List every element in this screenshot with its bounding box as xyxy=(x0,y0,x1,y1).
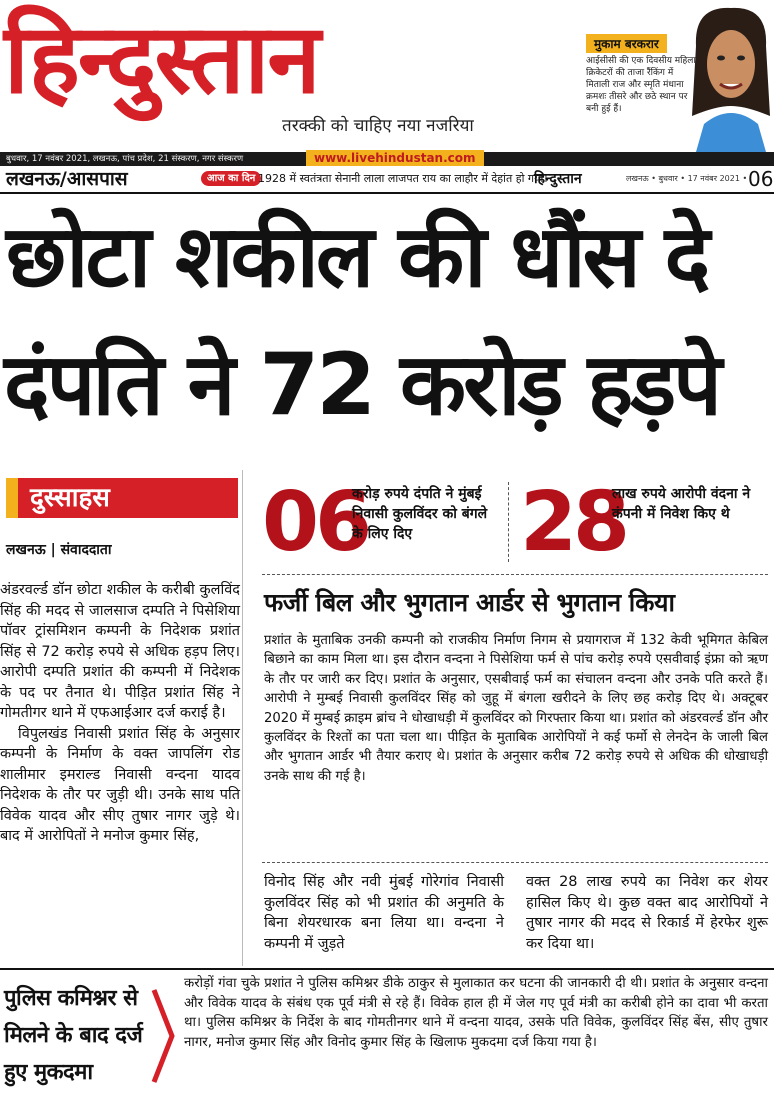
left-paragraph-1: अंडरवर्ल्ड डॉन छोटा शकील के करीबी कुलविंद सिंह की मदद से जालसाज दम्पति ने पिसेशिया पॉवर ट्रांसमिशन कम्पनी के निदेशक प्रशांत सिंह से 72 करोड़ रुपये से अधिक हड़प लिए। आरोपी दम्पति प्रशांत की कम्पनी में निदेशक के पद पर तैनात थे। पीड़ित प्रशांत सिंह ने गोमतीगर थाने में एफआईआर दर्ज कराई है। xyxy=(0,582,240,721)
left-column xyxy=(0,580,240,847)
promo-label: मुकाम बरकरार xyxy=(586,34,667,53)
headline-line-1: छोटा शकील की धौंस दे xyxy=(6,207,708,307)
edition-date: बुधवार, 17 नवंबर 2021, लखनऊ, पांच प्रदेश, 21 संस्करण, नगर संस्करण xyxy=(6,154,244,164)
bottom-divider xyxy=(0,968,774,970)
section-name: लखनऊ/आसपास xyxy=(6,168,128,190)
cricketer-caricature-image xyxy=(686,6,774,152)
chevron-right-icon xyxy=(150,986,176,1086)
section-bar xyxy=(0,166,774,194)
headline-line-2: दंपति ने 72 करोड़ हड़पे xyxy=(4,335,720,435)
promo-box[interactable] xyxy=(556,28,774,152)
website-link[interactable]: www.livehindustan.com xyxy=(306,150,484,166)
stat-text-2: लाख रुपये आरोपी वंदना ने कंपनी में निवेश किए थे xyxy=(612,486,751,522)
stat-number-2: 28 xyxy=(520,475,627,570)
stat-text-1: करोड़ रुपये दंपति ने मुंबई निवासी कुलविंदर को बंगले के लिए दिए xyxy=(352,486,488,542)
dashed-rule xyxy=(262,862,768,863)
aaj-ka-din-text: 1928 में स्वतंत्रता सेनानी लाला लाजपत राय का लाहौर में देहांत हो गया। xyxy=(258,172,548,185)
middle-column-text: विनोद सिंह और नवी मुंबई गोरेगांव निवासी कुलविंदर सिंह को भी प्रशांत की अनुमति के बिना शेयरधारक बना लिया था। वन्दना ने कम्पनी में जुड़ते xyxy=(264,874,504,952)
right-column-text: वक्त 28 लाख रुपये का निवेश कर शेयर हासिल किए थे। कुछ वक्त बाद आरोपियों ने तुषार नागर की मदद से रिकार्ड में हेरफेर शुरू कर दिया था। xyxy=(526,874,768,952)
page-number: 06 xyxy=(748,167,774,191)
stat-divider xyxy=(508,482,509,562)
section-brand: हिन्दुस्तान xyxy=(534,171,582,187)
bottom-body-text: करोड़ों गंवा चुके प्रशांत ने पुलिस कमिश्नर डीके ठाकुर से मुलाकात कर घटना की जानकारी दी थी। प्रशांत के अनुसार वन्दना और विवेक यादव के संबंध एक पूर्व मंत्री से रहे हैं। विवेक हाल ही में जेल गए पूर्व मंत्री का करीबी होने का दावा भी करता था। पुलिस कमिश्नर के निर्देश के बाद गोमतीनगर थाने में वन्दना यादव, उसके पति विवेक, कुलविंदर सिंह बेंस, सीए तुषार नागर, मनोज कुमार सिंह और विनोद कुमार सिंह के खिलाफ मुकदमा दर्ज किया गया है। xyxy=(184,976,768,1050)
left-paragraph-2: विपुलखंड निवासी प्रशांत सिंह के अनुसार कम्पनी के निर्माण के वक्त जापलिंग रोड शालीमार इमराल्ड निवासी वन्दना यादव निदेशक के तौर पर जुड़ी थी। उनके साथ पति विवेक यादव और सीए तुषार नागर जुड़े थे। बाद में आरोपितों ने मनोज कुमार सिंह, xyxy=(0,725,240,844)
aaj-ka-din-badge: आज का दिन xyxy=(201,171,261,186)
right-body-text: प्रशांत के मुताबिक उनकी कम्पनी को राजकीय निर्माण निगम से प्रयागराज में 132 केवी भूमिगत केबिल बिछाने का काम मिला था। इस दौरान वन्दना ने पिसेशिया फर्म से पांच करोड़ रुपये एसवीवाई इंफ्रा को ऋण के तौर पर जारी कर दिए। प्रशांत के अनुसार, एसबीवाई फर्म का संचालन वन्दना और उनके पति करते हैं। आरोपी ने मुम्बई निवासी कुलविंदर सिंह को जुहू में बंगला खरीदने के लिए छह करोड़ दिए थे। अक्टूबर 2020 में मुम्बई क्राइम ब्रांच ने धोखाधड़ी में कुलविंदर को गिरफ्तार किया था। प्रशांत को अंडरवर्ल्ड डॉन और कुलविंदर के रिश्तों का पता चला था। पीड़ित के मुताबिक आरोपियों ने कई फर्मो से लेनदेन के जाली बिल और भुगतान आर्डर भी तैयार कराए थे। प्रशांत के अनुसार करीब 72 करोड़ रुपये से अधिक की धोखाधड़ी उनके साथ की गई है। xyxy=(264,633,768,784)
stat-number-1: 06 xyxy=(262,475,369,570)
dashed-rule xyxy=(262,574,768,575)
kicker-accent xyxy=(6,478,18,518)
pull-quote: पुलिस कमिश्नर से मिलने के बाद दर्ज हुए मुकदमा xyxy=(4,986,143,1085)
tagline: तरक्की को चाहिए नया नजरिया xyxy=(282,116,474,136)
promo-text: आईसीसी की एक दिवसीय महिला क्रिकेटरों की ताजा रैंकिंग में मिताली राज और स्मृति मंधाना क्रमशः तीसरे और छठे स्थान पर बनी हुई हैं। xyxy=(586,56,696,114)
kicker-label: दुस्साहस xyxy=(30,483,110,513)
column-divider xyxy=(242,470,243,966)
section-date: लखनऊ • बुधवार • 17 नवंबर 2021 • xyxy=(626,174,748,183)
masthead xyxy=(0,0,774,152)
dateline: लखनऊ | संवाददाता xyxy=(6,542,112,558)
subheadline: फर्जी बिल और भुगतान आर्डर से भुगतान किया xyxy=(264,588,675,617)
newspaper-logo: हिन्दुस्तान xyxy=(4,3,319,115)
